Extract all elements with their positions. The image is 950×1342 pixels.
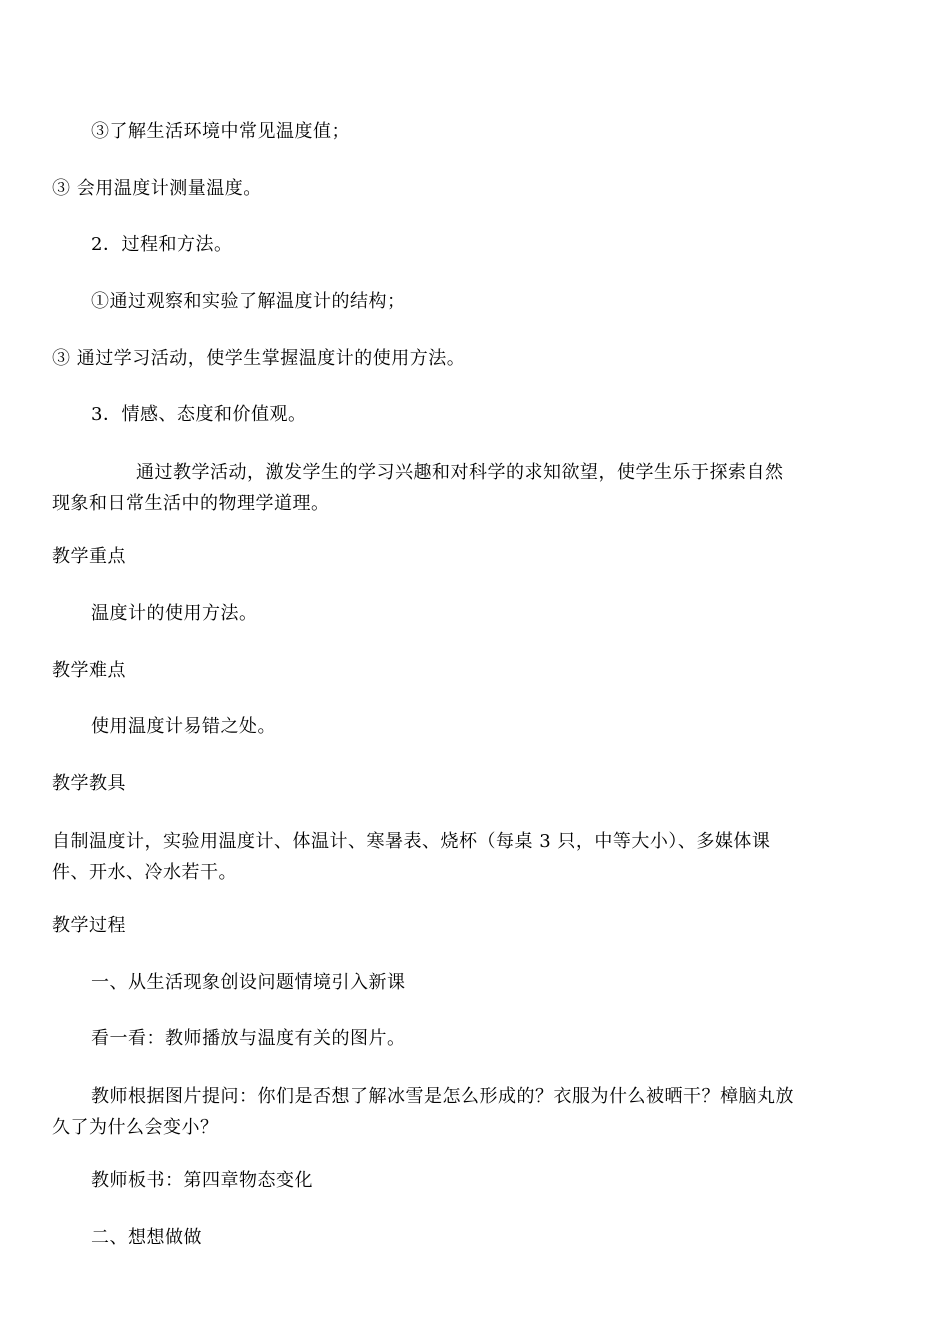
objective-1-4: ③ 会用温度计测量温度。	[52, 178, 262, 199]
difficulty-heading: 教学难点	[52, 660, 126, 681]
board-text: 教师板书：第四章物态变化	[91, 1170, 313, 1191]
question-paragraph: 教师根据图片提问：你们是否想了解冰雪是怎么形成的？衣服为什么被晒干？樟脑丸放久了为什么会变小？	[52, 1086, 794, 1138]
section-2-heading: 2．过程和方法。	[91, 234, 233, 255]
section-3-heading: 3．情感、态度和价值观。	[91, 404, 307, 425]
teaching-tools-paragraph: 自制温度计，实验用温度计、体温计、寒暑表、烧杯（每桌 3 只，中等大小）、多媒体课件、开水、冷水若干。	[52, 831, 771, 883]
objective-2-2: ③ 通过学习活动，使学生掌握温度计的使用方法。	[52, 348, 466, 369]
key-point-text: 温度计的使用方法。	[91, 603, 258, 624]
objective-2-1: ①通过观察和实验了解温度计的结构；	[91, 291, 406, 312]
look-text: 看一看：教师播放与温度有关的图片。	[91, 1028, 406, 1049]
emotion-paragraph: 通过教学活动，激发学生的学习兴趣和对科学的求知欲望，使学生乐于探索自然现象和日常生活中的物理学道理。	[52, 462, 784, 514]
objective-1-3: ③了解生活环境中常见温度值；	[91, 121, 350, 142]
key-point-heading: 教学重点	[52, 546, 126, 567]
teaching-process-heading: 教学过程	[52, 915, 126, 936]
step-2-heading: 二、想想做做	[91, 1227, 202, 1248]
teaching-tools-heading: 教学教具	[52, 773, 126, 794]
step-1-heading: 一、从生活现象创设问题情境引入新课	[91, 972, 406, 993]
difficulty-text: 使用温度计易错之处。	[91, 716, 276, 737]
